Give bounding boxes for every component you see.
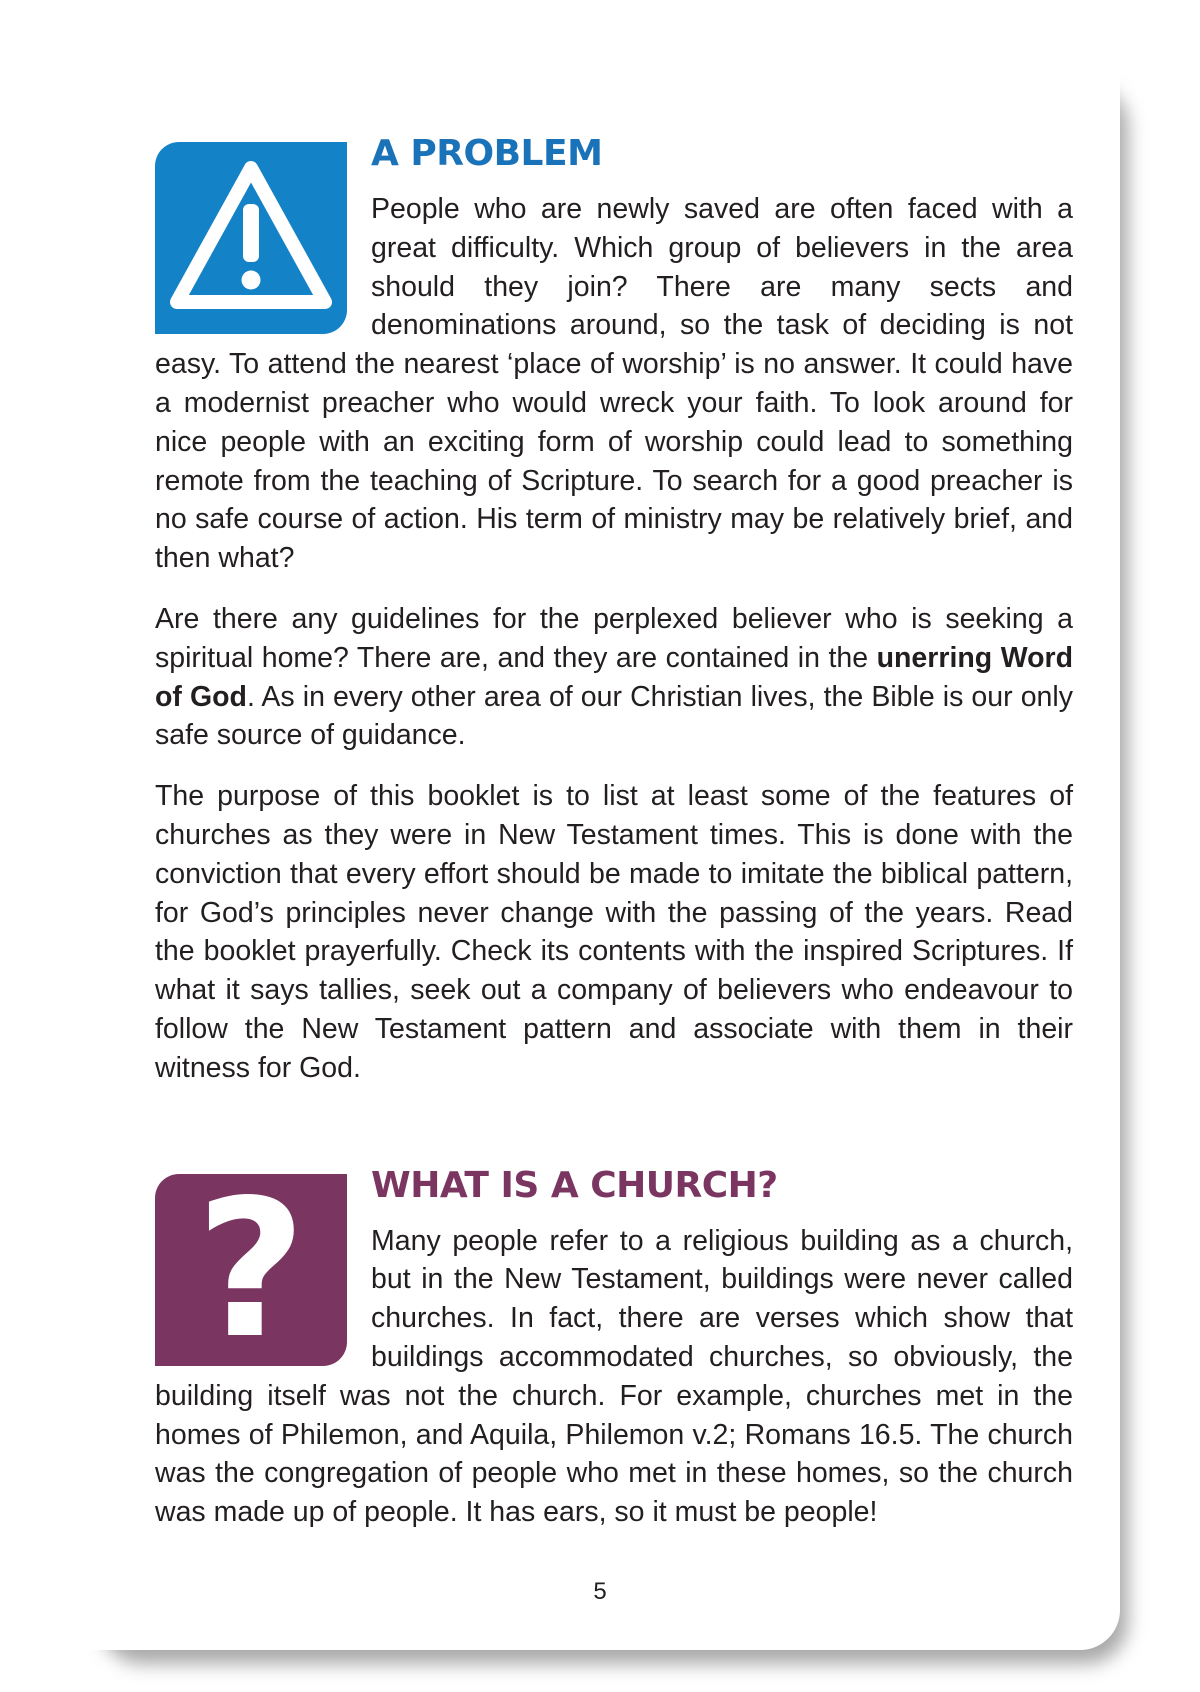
question-mark-icon: [155, 1158, 347, 1380]
emphasized-text: unerring Word of God: [155, 641, 1073, 713]
section-heading: WHAT IS A CHURCH?: [371, 1164, 778, 1206]
paragraph: Many people refer to a religious building as a church, but in the New Testament, buildings were never called churches. In fact, there are verses which show that buildings accommodated churches, so obviously, the building itself was not the church. For example, churches met in the homes of Philemon, and Aquila, Philemon v.2; Romans 16.5. The church was the congregation of people who met in these homes, so the church was made up of people. It has ears, so it must be people!: [155, 1224, 1073, 1529]
section-what-is-a-church: [155, 1158, 1073, 1532]
question-mark-glyph: ?: [195, 1158, 307, 1380]
warning-icon: [155, 142, 347, 334]
page-content: [155, 130, 1073, 1554]
page-number: 5: [593, 1578, 607, 1605]
section-heading: A PROBLEM: [371, 133, 603, 174]
paragraph: [155, 600, 1073, 755]
section-a-problem: [155, 130, 1073, 1088]
paragraph: The purpose of this booklet is to list at least some of the features of churches as they were in New Testament times. This is done with the conviction that every effort should be made to imitate the biblical pattern, for God’s principles never change with the passing of the years. Read the booklet prayerfully. Check its contents with the inspired Scriptures. If what it says tallies, seek out a company of believers who endeavour to follow the New Testament pattern and associate with them in their witness for God.: [155, 780, 1073, 1084]
paragraph: People who are newly saved are often faced with a great difficulty. Which group of believers in the area should they join? There are many sects and denominations around, so the task of deciding is not easy. To attend the nearest ‘place of worship’ is no answer. It could have a modernist preacher who would wreck your faith. To look around for nice people with an exciting form of worship could lead to something remote from the teaching of Scripture. To search for a good preacher is no safe course of action. His term of ministry may be relatively brief, and then what?: [155, 193, 1073, 575]
paragraph-text: Are there any guidelines for the perplexed believer who is seeking a spiritual home? There are, and they are contained in the: [155, 602, 1073, 674]
paragraph-text: . As in every other area of our Christian lives, the Bible is our only safe source of guidance.: [155, 680, 1073, 752]
